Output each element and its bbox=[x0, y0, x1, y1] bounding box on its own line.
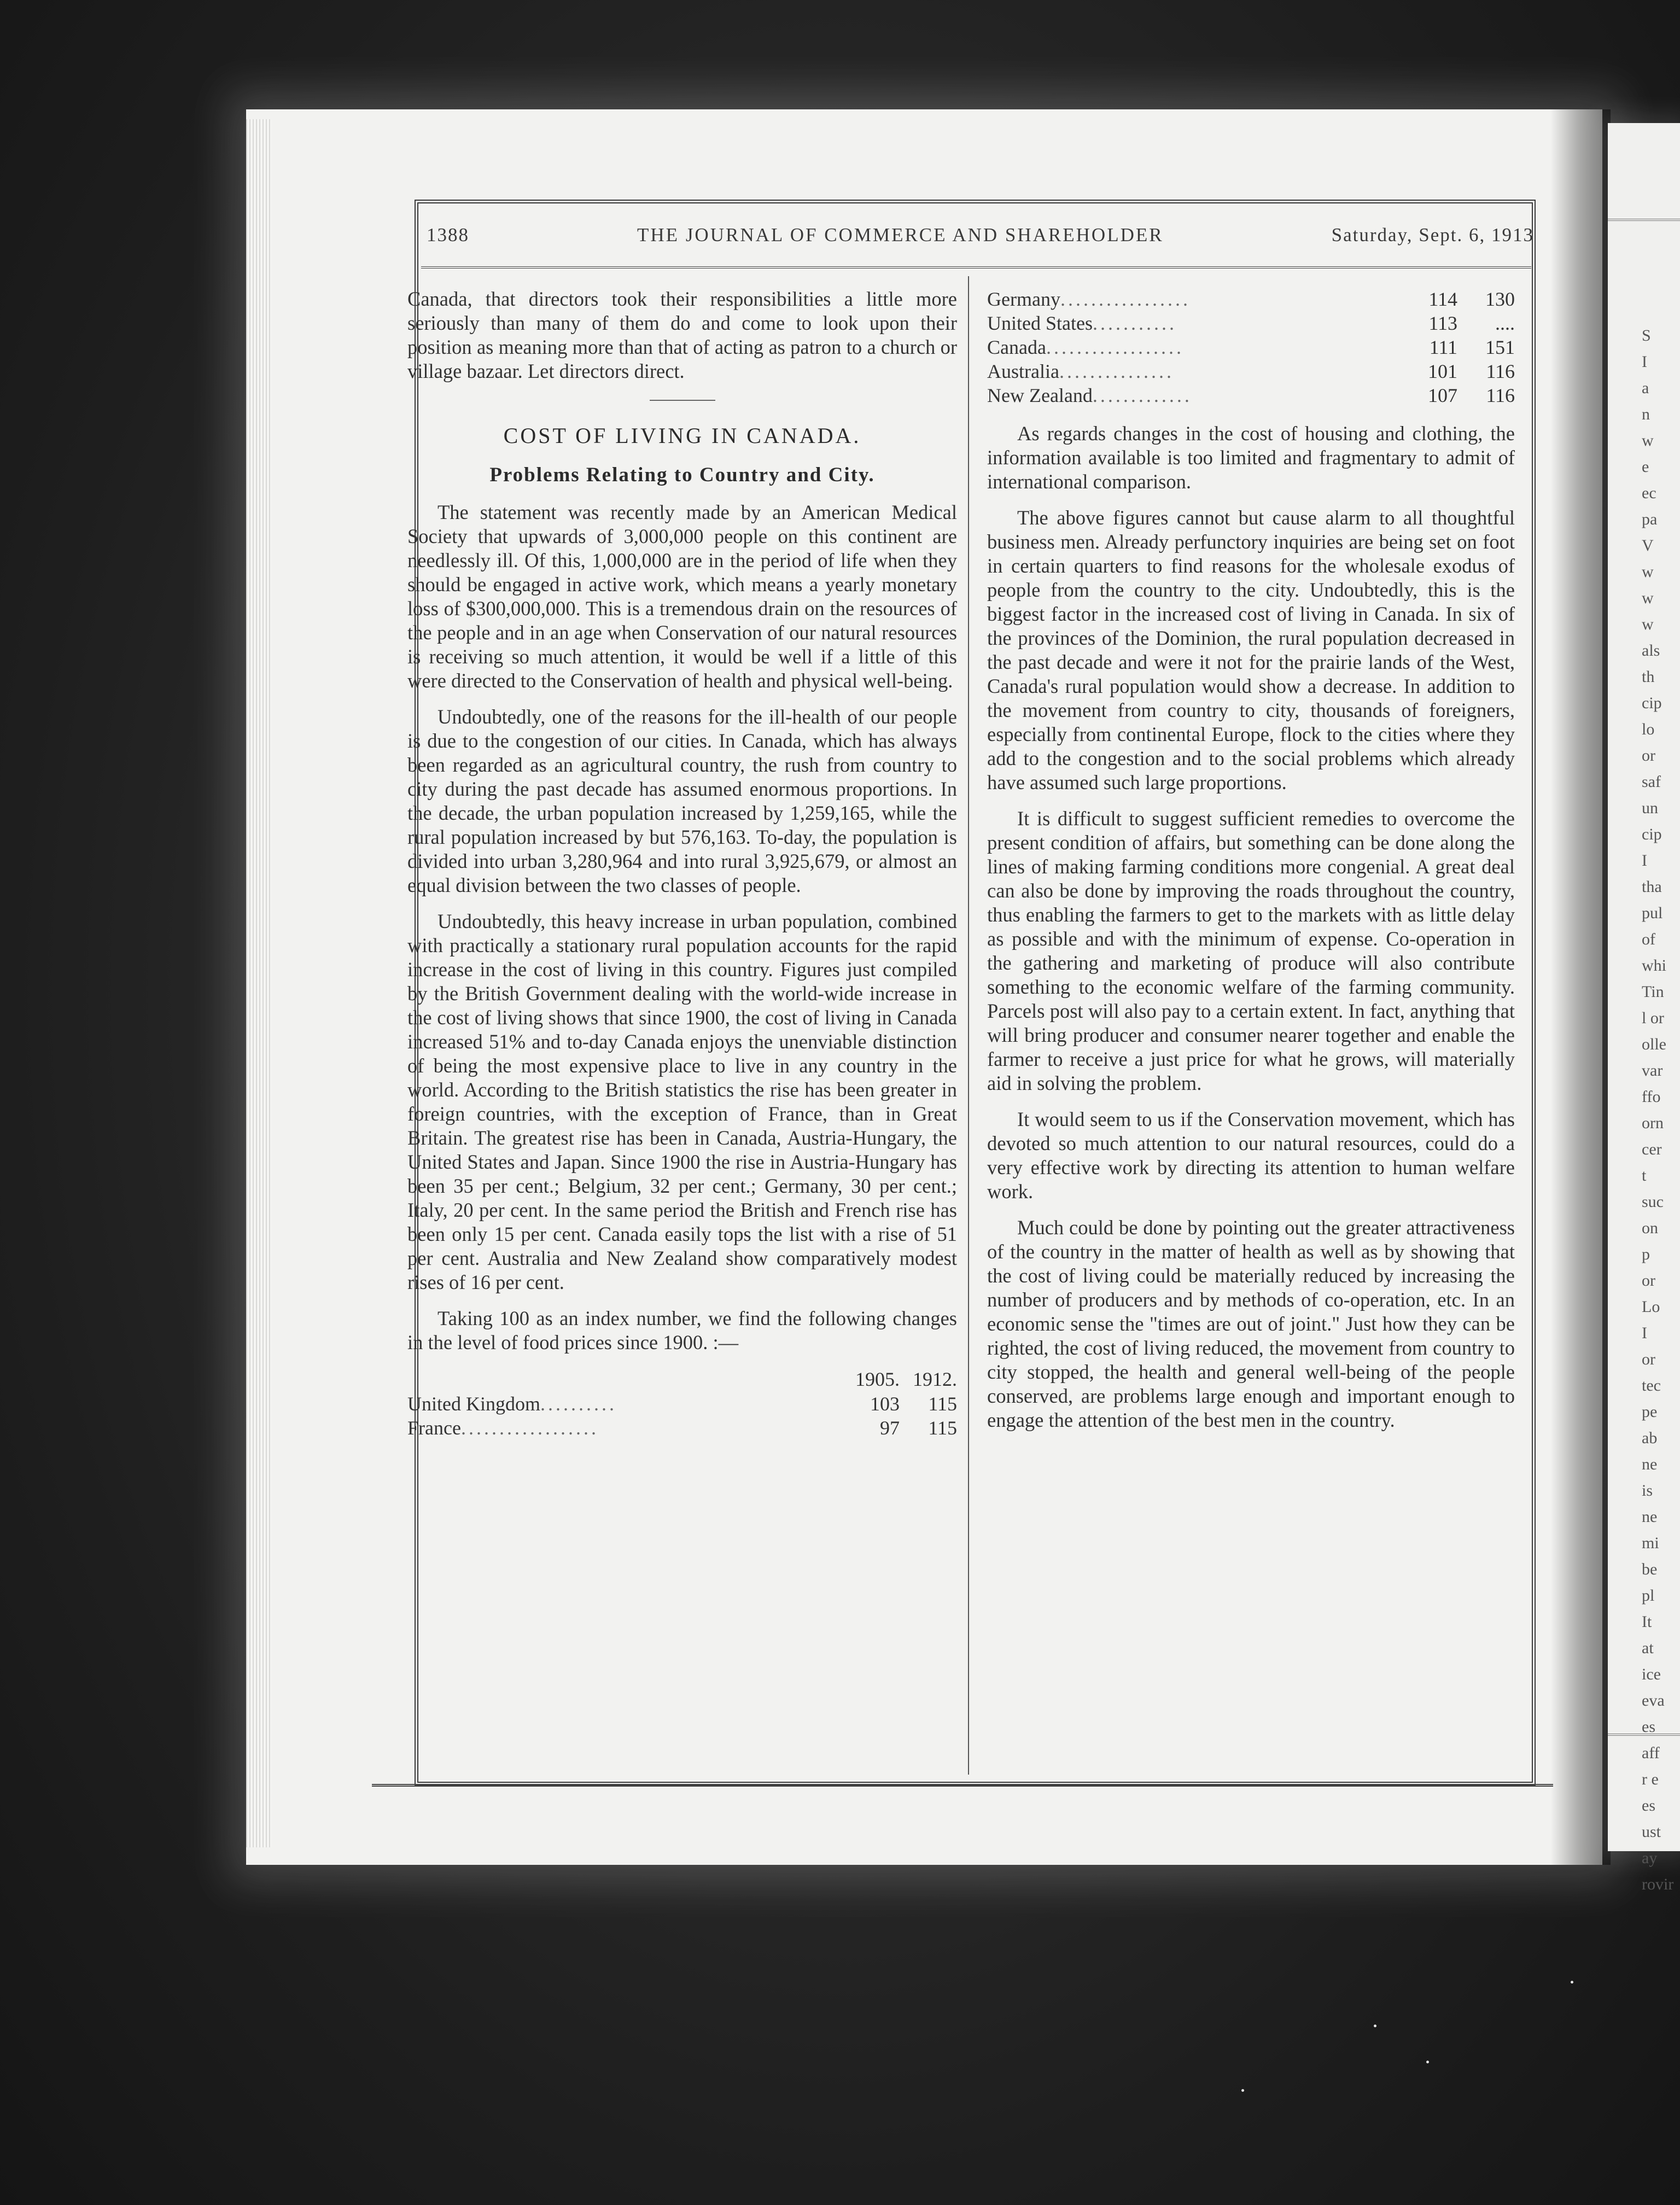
section-divider bbox=[650, 400, 715, 401]
adjacent-page-fragment: ne bbox=[1642, 1508, 1658, 1526]
adjacent-page-fragment: w bbox=[1642, 431, 1654, 450]
leader-dots: ............. bbox=[1092, 384, 1192, 406]
country-label: Australia bbox=[987, 360, 1059, 382]
adjacent-page-fragment: on bbox=[1642, 1219, 1658, 1237]
issue-date: Saturday, Sept. 6, 1913 bbox=[1331, 224, 1534, 246]
adjacent-page-fragment: es bbox=[1642, 1718, 1655, 1736]
adjacent-page-fragment: pul bbox=[1642, 904, 1663, 922]
leader-dots: ............... bbox=[1059, 360, 1174, 382]
adjacent-page-fragment: or bbox=[1642, 1271, 1655, 1290]
adjacent-page-fragment: cip bbox=[1642, 694, 1662, 712]
leader-dots: .................. bbox=[460, 1417, 599, 1439]
adjacent-page-fragment: I bbox=[1642, 851, 1647, 870]
adjacent-page-fragment: Tin bbox=[1642, 983, 1664, 1001]
food-price-table-part-2 bbox=[987, 287, 1515, 407]
adjacent-page-fragment: th bbox=[1642, 668, 1655, 686]
article-title: COST OF LIVING IN CANADA. bbox=[503, 423, 861, 448]
country-label: United Kingdom bbox=[407, 1393, 540, 1415]
adjacent-page-fragment: r e bbox=[1642, 1770, 1659, 1788]
price-table-row bbox=[987, 359, 1515, 383]
adjacent-page-fragment: ffo bbox=[1642, 1088, 1661, 1106]
adjacent-page-fragment: saf bbox=[1642, 773, 1661, 791]
adjacent-page-fragment: ne bbox=[1642, 1455, 1658, 1473]
price-table-row bbox=[407, 1416, 957, 1440]
article-paragraph: As regards changes in the cost of housing and clothing, the information available is too limited and fragmentary to admit of international comparison. bbox=[987, 422, 1515, 493]
adjacent-page-head-rule bbox=[1608, 219, 1680, 221]
adjacent-page-fragment: pa bbox=[1642, 510, 1658, 528]
index-1905: 97 bbox=[880, 1417, 900, 1439]
adjacent-page-fragment: ust bbox=[1642, 1823, 1661, 1841]
article-paragraph: The above figures cannot but cause alarm to all thoughtful business men. Already perfunctory inquiries are being set on foot in certain quarters to find reasons for the wholesale exodus of people from the country to the city. Undoubtedly, this is the biggest factor in the increased cost of living in Canada. In six of the provinces of the Dominion, the rural population decreased in the past decade and were it not for the prairie lands of the West, Canada's rural population would show a decrease. In addition to the movement from country to city, thousands of foreigners, especially from continental Europe, flock to the cities where they add to the congestion and to the social problems which already have assumed such large proportions. bbox=[987, 506, 1515, 794]
scan-speck bbox=[1426, 2061, 1429, 2063]
country-label: United States bbox=[987, 312, 1093, 334]
price-table-header bbox=[407, 1367, 957, 1392]
article-paragraph: The statement was recently made by an American Medical Society that upwards of 3,000,000 people on this continent are needlessly ill. Of this, 1,000,000 are in the period of life when they should be engaged in active work, which means a yearly monetary loss of $300,000,000. This is a tremendous drain on the resources of the people and in an age when Conservation of our natural resources is receiving so much attention, it would be well if a little of this were directed to the Conservation of health and physical well-being. bbox=[407, 501, 957, 692]
index-1905: 114 bbox=[1428, 288, 1457, 310]
adjacent-page-fragment: Lo bbox=[1642, 1298, 1660, 1316]
head-rule bbox=[421, 266, 1531, 269]
article-subtitle: Problems Relating to Country and City. bbox=[489, 464, 875, 486]
article-paragraph: Taking 100 as an index number, we find the following changes in the level of food prices since 1900. :— bbox=[407, 1307, 957, 1354]
journal-title: THE JOURNAL OF COMMERCE AND SHAREHOLDER bbox=[637, 224, 1164, 246]
country-label: France bbox=[407, 1417, 461, 1439]
article-paragraph: It is difficult to suggest sufficient remedies to overcome the present condition of affairs, but something can be done along the lines of making farming conditions more congenial. A great deal can also be done by improving the roads throughout the country, thus enabling the farmers to get to the markets with as little delay as possible and with the minimum of expense. Co-operation in the gathering and marketing of produce will also contribute something to the economic welfare of the farming community. Parcels post will also pay to a certain extent. In fact, anything that will bring producer and consumer nearer together and enable the farmer to receive a just price for what he grows, will materially aid in solving the problem. bbox=[987, 807, 1515, 1094]
page-edges bbox=[246, 119, 271, 1847]
index-1905: 103 bbox=[870, 1393, 900, 1415]
adjacent-page-fragment: orn bbox=[1642, 1114, 1664, 1132]
adjacent-page-fragment: w bbox=[1642, 563, 1654, 581]
adjacent-page-fragment: rovir bbox=[1642, 1875, 1674, 1893]
index-1905: 113 bbox=[1428, 312, 1457, 334]
running-head bbox=[427, 224, 1534, 257]
food-price-table-part-1 bbox=[407, 1367, 957, 1440]
adjacent-page-fragment: I bbox=[1642, 1324, 1647, 1342]
adjacent-page-fragment: a bbox=[1642, 379, 1649, 397]
leader-dots: ................. bbox=[1060, 288, 1191, 310]
article-paragraph: Much could be done by pointing out the greater attractiveness of the country in the matter of health as well as by showing that the cost of living could be materially reduced by increasing the number of producers and by methods of co-operation, etc. In an economic sense the "times are out of joint." Just how they can be righted, the cost of living reduced, the movement from country to city stopped, the health and general well-being of the people conserved, are problems large enough and important enough to engage the attention of the best men in the country. bbox=[987, 1216, 1515, 1431]
country-name bbox=[987, 287, 1400, 311]
adjacent-page bbox=[1608, 123, 1680, 1893]
price-table-row bbox=[987, 311, 1515, 335]
price-table-rows bbox=[987, 287, 1515, 407]
adjacent-page-fragment: aff bbox=[1642, 1744, 1660, 1762]
country-name bbox=[987, 383, 1400, 407]
adjacent-page-fragment: e bbox=[1642, 458, 1649, 476]
gutter-shadow bbox=[1550, 109, 1611, 1865]
adjacent-page-fragment: V bbox=[1642, 536, 1654, 555]
adjacent-page-fragment: whi bbox=[1642, 956, 1666, 975]
adjacent-page-fragment: es bbox=[1642, 1796, 1655, 1815]
country-name bbox=[407, 1416, 842, 1440]
price-table-row bbox=[987, 383, 1515, 407]
index-1912: .... bbox=[1495, 312, 1515, 334]
adjacent-page-bottom-rule bbox=[1608, 1734, 1680, 1736]
adjacent-page-fragment: suc bbox=[1642, 1193, 1664, 1211]
leader-dots: .......... bbox=[540, 1393, 617, 1415]
leader-dots: .................. bbox=[1046, 336, 1184, 358]
country-name bbox=[407, 1392, 842, 1416]
adjacent-page-fragment: l or bbox=[1642, 1009, 1664, 1027]
adjacent-page-fragment: cip bbox=[1642, 825, 1662, 843]
adjacent-page-fragment: un bbox=[1642, 799, 1658, 817]
country-name bbox=[987, 311, 1400, 335]
adjacent-page-fragment: t bbox=[1642, 1166, 1647, 1185]
bottom-rule bbox=[372, 1784, 1553, 1787]
adjacent-page-fragment: cer bbox=[1642, 1140, 1662, 1158]
adjacent-page-fragment: w bbox=[1642, 615, 1654, 633]
adjacent-page-fragment: n bbox=[1642, 405, 1650, 423]
adjacent-page-fragment: ay bbox=[1642, 1849, 1658, 1867]
adjacent-page-fragment: at bbox=[1642, 1639, 1654, 1657]
continued-paragraph: Canada, that directors took their responsibilities a little more seriously than many of them do and come to look upon their position as meaning more than that of acting as patron to a church or village bazaar. Let directors direct. bbox=[407, 288, 957, 382]
page-number: 1388 bbox=[427, 224, 469, 246]
adjacent-page-fragment: be bbox=[1642, 1560, 1658, 1578]
adjacent-page-fragment: tha bbox=[1642, 878, 1662, 896]
adjacent-page-fragment: It bbox=[1642, 1613, 1652, 1631]
price-table-row bbox=[987, 335, 1515, 359]
adjacent-page-fragment: eva bbox=[1642, 1691, 1665, 1710]
column-divider bbox=[968, 276, 969, 1775]
adjacent-page-fragment: mi bbox=[1642, 1534, 1659, 1552]
index-1912: 130 bbox=[1485, 288, 1515, 310]
article-paragraph: Undoubtedly, this heavy increase in urban population, combined with practically a stationary rural population accounts for the rapid increase in the cost of living in this country. Figures just compiled by the British Government dealing with the world-wide increase in the cost of living shows that since 1900, the cost of living in Canada increased 51% and to-day Canada enjoys the unenviable distinction of being the most expensive place to live in any country in the world. According to the British statistics the rise has been greater in foreign countries, with the exception of France, than in Great Britain. The greatest rise has been in Canada, Austria-Hungary, the United States and Japan. Since 1900 the rise in Austria-Hungary has been 35 per cent.; Belgium, 32 per cent.; Germany, 30 per cent.; Italy, 20 per cent. In the same period the British and French rise has been only 15 per cent. Canada easily tops the list with a rise of 51 per cent. Australia and New Zealand show comparatively modest rises of 16 per cent. bbox=[407, 910, 957, 1293]
adjacent-page-fragment: of bbox=[1642, 930, 1655, 948]
adjacent-page-fragment: pe bbox=[1642, 1403, 1658, 1421]
year-1905-header: 1905. bbox=[855, 1368, 900, 1390]
index-1912: 115 bbox=[928, 1417, 957, 1439]
index-1912: 115 bbox=[928, 1393, 957, 1415]
index-1905: 111 bbox=[1429, 336, 1457, 358]
scan-speck bbox=[1374, 2025, 1376, 2027]
index-1905: 107 bbox=[1428, 384, 1457, 406]
price-table-rows bbox=[407, 1392, 957, 1440]
index-1912: 116 bbox=[1486, 360, 1515, 382]
adjacent-page-fragment: S bbox=[1642, 326, 1651, 345]
price-table-row bbox=[987, 287, 1515, 311]
scan-speck bbox=[1241, 2089, 1244, 2092]
country-label: New Zealand bbox=[987, 384, 1093, 406]
article-paragraph: It would seem to us if the Conservation movement, which has devoted so much attention to our natural resources, could do a very effective work by directing its attention to human welfare work. bbox=[987, 1108, 1515, 1203]
right-column bbox=[987, 287, 1515, 1444]
adjacent-page-fragment: is bbox=[1642, 1481, 1653, 1500]
adjacent-page-fragment: w bbox=[1642, 589, 1654, 607]
country-name bbox=[987, 359, 1400, 383]
adjacent-page-fragment: p bbox=[1642, 1245, 1650, 1263]
country-label: Germany bbox=[987, 288, 1060, 310]
adjacent-page-fragment: ab bbox=[1642, 1429, 1658, 1447]
country-label: Canada bbox=[987, 336, 1046, 358]
adjacent-page-fragment: lo bbox=[1642, 720, 1655, 738]
adjacent-page-fragment: pl bbox=[1642, 1586, 1655, 1605]
adjacent-page-fragment: als bbox=[1642, 641, 1660, 660]
left-column bbox=[407, 287, 957, 1440]
country-name bbox=[987, 335, 1400, 359]
adjacent-page-fragment: or bbox=[1642, 1350, 1655, 1368]
index-1912: 151 bbox=[1485, 336, 1515, 358]
price-table-row bbox=[407, 1392, 957, 1416]
index-1912: 116 bbox=[1486, 384, 1515, 406]
adjacent-page-text-fragments bbox=[1642, 323, 1680, 1898]
adjacent-page-fragment: ec bbox=[1642, 484, 1656, 502]
adjacent-page-fragment: var bbox=[1642, 1061, 1663, 1080]
adjacent-page-fragment: olle bbox=[1642, 1035, 1666, 1053]
index-1905: 101 bbox=[1428, 360, 1457, 382]
adjacent-page-fragment: I bbox=[1642, 353, 1647, 371]
adjacent-page-fragment: or bbox=[1642, 746, 1655, 765]
adjacent-page-fragment: tec bbox=[1642, 1376, 1661, 1395]
leader-dots: ........... bbox=[1092, 312, 1177, 334]
scan-speck bbox=[1571, 1981, 1573, 1984]
article-paragraph: Undoubtedly, one of the reasons for the ill-health of our people is due to the congestion of our cities. In Canada, which has always been regarded as an agricultural country, the rush from country to city during the past decade has assumed enormous proportions. In the decade, the urban population increased by 1,259,165, while the rural population increased by but 576,163. To-day, the population is divided into urban 3,280,964 and into rural 3,925,679, or almost an equal division between the two classes of people. bbox=[407, 705, 957, 896]
year-1912-header: 1912. bbox=[913, 1368, 957, 1390]
adjacent-page-fragment: ice bbox=[1642, 1665, 1661, 1683]
